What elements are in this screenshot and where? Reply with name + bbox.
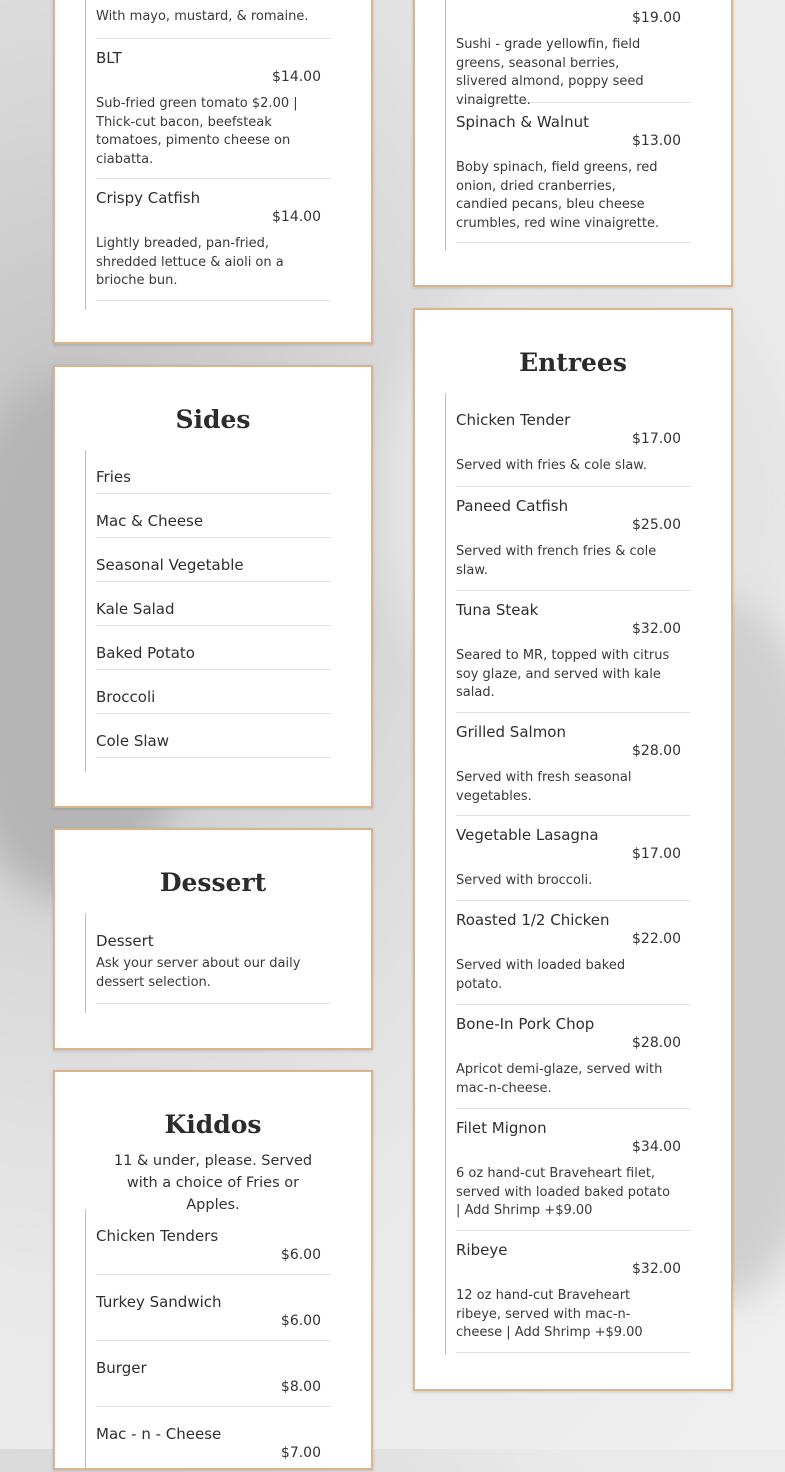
item-description: Served with broccoli. [456, 873, 593, 888]
item-description: Sushi - grade yellowfin, field greens, seasonal berries, slivered almond, poppy seed vinaigrette. [456, 37, 644, 108]
list-item [456, 816, 691, 901]
item-price: $22.00 [632, 931, 681, 947]
item-description: Boby spinach, field greens, red onion, dried cranberries, candied pecans, bleu cheese crumbles, red wine vinaigrette. [456, 160, 660, 231]
item-price: $14.00 [272, 209, 321, 225]
list-item [96, 538, 331, 582]
item-name: Ribeye [456, 1241, 508, 1259]
kiddos-card [53, 1070, 373, 1470]
list-item [96, 582, 331, 626]
kiddos-note: 11 & under, please. Served with a choice of Fries or Apples. [113, 1153, 313, 1213]
list-item [96, 0, 331, 39]
item-description: Served with french fries & cole slaw. [456, 544, 657, 578]
list-item [456, 713, 691, 816]
list-item [456, 901, 691, 1005]
section-title: Sides [175, 405, 251, 434]
section-title: Entrees [519, 348, 627, 377]
item-name: Bone-In Pork Chop [456, 1015, 595, 1033]
item-name: Paneed Catfish [456, 497, 569, 515]
section-title: Kiddos [164, 1110, 262, 1139]
item-price: $17.00 [632, 846, 681, 862]
list-item [456, 1231, 691, 1353]
salads-list [445, 0, 692, 251]
item-price: $32.00 [632, 1261, 681, 1277]
item-name: Crispy Catfish [96, 189, 201, 207]
list-item [456, 393, 691, 487]
entrees-list [445, 393, 692, 1355]
item-name: Burger [96, 1359, 147, 1377]
list-item [96, 626, 331, 670]
item-price: $28.00 [632, 1035, 681, 1051]
list-item [96, 913, 331, 1004]
item-price: $6.00 [280, 1313, 321, 1329]
item-name: Seasonal Vegetable [96, 556, 244, 574]
item-name: Tuna Steak [456, 601, 539, 619]
item-name: Mac & Cheese [96, 512, 204, 530]
list-item [96, 1407, 331, 1472]
item-name: Cole Slaw [96, 732, 169, 750]
salads-card [413, 0, 733, 287]
entrees-card [413, 308, 733, 1391]
item-name: Roasted 1/2 Chicken [456, 911, 610, 929]
item-name: Filet Mignon [456, 1119, 547, 1137]
dessert-list [85, 913, 332, 1013]
list-item [96, 670, 331, 714]
item-description: 12 oz hand-cut Braveheart ribeye, served with mac-n-cheese | Add Shrimp +$9.00 [456, 1288, 643, 1340]
list-item [456, 591, 691, 713]
item-price: $17.00 [632, 431, 681, 447]
item-price: $7.00 [280, 1445, 321, 1461]
item-price: $8.00 [280, 1379, 321, 1395]
item-price: $19.00 [632, 10, 681, 26]
item-name: Mac - n - Cheese [96, 1425, 222, 1443]
item-price: $25.00 [632, 517, 681, 533]
sides-card [53, 365, 373, 808]
item-name: BLT [96, 49, 122, 67]
item-name: Dessert [96, 932, 154, 950]
list-item [96, 494, 331, 538]
list-item [96, 1275, 331, 1341]
list-item [96, 450, 331, 494]
dessert-card [53, 828, 373, 1050]
item-description: With mayo, mustard, & romaine. [96, 9, 309, 24]
item-description: Sub-fried green tomato $2.00 | Thick-cut bacon, beefsteak tomatoes, pimento cheese on ciabatta. [96, 96, 298, 167]
item-price: $14.00 [272, 69, 321, 85]
item-name: Baked Potato [96, 644, 195, 662]
item-name: Broccoli [96, 688, 156, 706]
item-description: Apricot demi-glaze, served with mac-n-cheese. [456, 1062, 663, 1096]
item-price: $13.00 [632, 133, 681, 149]
item-name: Vegetable Lasagna [456, 826, 599, 844]
sides-list [85, 450, 332, 772]
item-description: 6 oz hand-cut Braveheart filet, served with loaded baked potato | Add Shrimp +$9.00 [456, 1166, 671, 1218]
item-name: Kale Salad [96, 600, 175, 618]
item-name: Spinach & Walnut [456, 113, 590, 131]
list-item [96, 39, 331, 179]
sandwiches-list [85, 0, 332, 310]
list-item [96, 1341, 331, 1407]
item-price: $6.00 [280, 1247, 321, 1263]
item-description: Served with fries & cole slaw. [456, 458, 647, 473]
item-name: Grilled Salmon [456, 723, 566, 741]
list-item [456, 0, 691, 108]
section-title: Dessert [159, 868, 267, 897]
list-item [456, 103, 691, 243]
list-item [456, 1109, 691, 1231]
item-description: Served with loaded baked potato. [456, 958, 626, 992]
list-item [96, 1209, 331, 1275]
list-item [96, 714, 331, 758]
item-price: $34.00 [632, 1139, 681, 1155]
item-name: Chicken Tenders [96, 1227, 219, 1245]
item-description: Served with fresh seasonal vegetables. [456, 770, 632, 804]
item-name: Chicken Tender [456, 411, 571, 429]
sandwiches-card [53, 0, 373, 344]
item-price: $28.00 [632, 743, 681, 759]
item-name: Turkey Sandwich [96, 1293, 222, 1311]
item-price: $32.00 [632, 621, 681, 637]
item-name: Fries [96, 468, 131, 486]
item-description: Lightly breaded, pan-fried, shredded lettuce & aioli on a brioche bun. [96, 236, 284, 288]
list-item [96, 179, 331, 301]
item-description: Seared to MR, topped with citrus soy glaze, and served with kale salad. [456, 648, 670, 700]
list-item [456, 487, 691, 591]
item-description: Ask your server about our daily dessert selection. [96, 956, 301, 990]
kiddos-list [85, 1209, 332, 1469]
list-item [456, 1005, 691, 1109]
